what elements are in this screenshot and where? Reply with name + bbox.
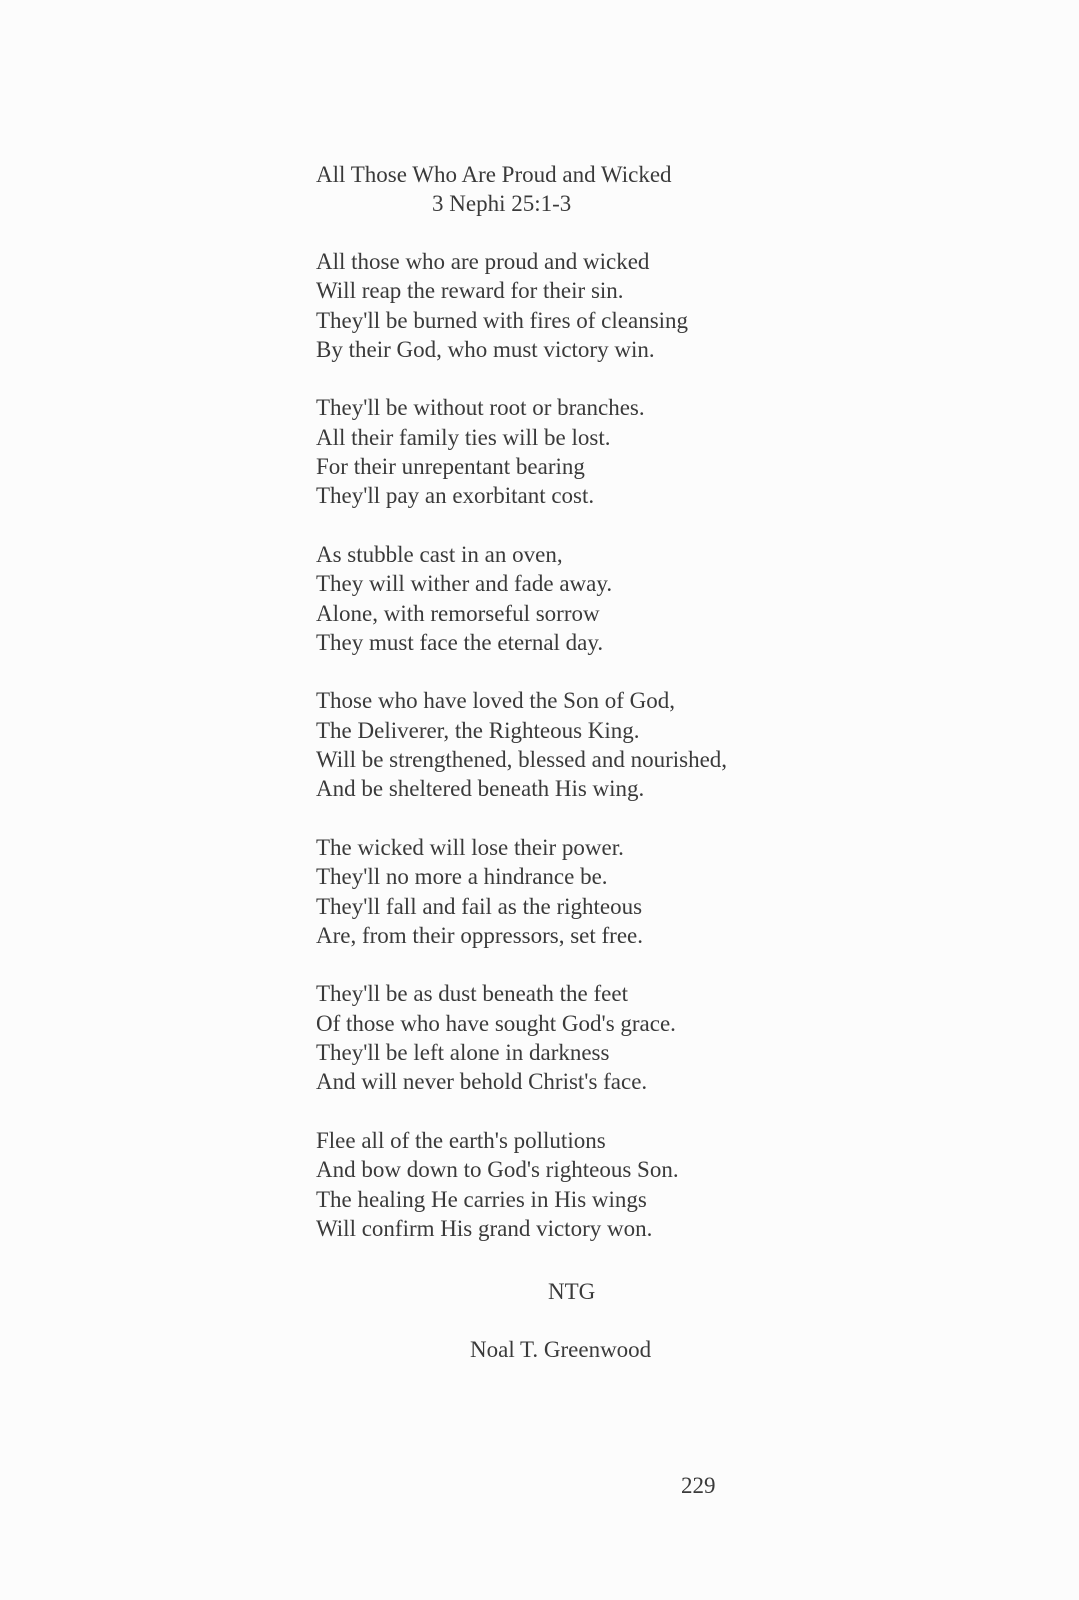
scripture-reference: 3 Nephi 25:1-3 xyxy=(432,191,572,216)
poem-line: By their God, who must victory win. xyxy=(316,336,655,362)
stanza xyxy=(316,686,836,803)
poem-line: They'll no more a hindrance be. xyxy=(316,864,608,890)
stanza xyxy=(316,1126,836,1243)
poem-line: They'll be without root or branches. xyxy=(316,395,645,421)
poem-title: All Those Who Are Proud and Wicked xyxy=(316,162,672,187)
poem-line: Alone, with remorseful sorrow xyxy=(316,600,600,626)
poem-line: Will reap the reward for their sin. xyxy=(316,278,624,304)
poem-line: The Deliverer, the Righteous King. xyxy=(316,717,640,743)
poem-line: The healing He carries in His wings xyxy=(316,1186,647,1212)
stanza xyxy=(316,247,836,364)
poem-line: For their unrepentant bearing xyxy=(316,454,585,480)
poem-line: They must face the eternal day. xyxy=(316,629,604,655)
poem-line: They'll be as dust beneath the feet xyxy=(316,981,628,1007)
page-number: 229 xyxy=(681,1473,716,1498)
poem-line: They'll pay an exorbitant cost. xyxy=(316,483,595,509)
poem-line: Will confirm His grand victory won. xyxy=(316,1215,653,1241)
poem-line: The wicked will lose their power. xyxy=(316,834,624,860)
stanza xyxy=(316,393,836,510)
poem-line: Will be strengthened, blessed and nourished, xyxy=(316,747,728,773)
poem-line: They'll be burned with fires of cleansing xyxy=(316,307,689,333)
author-name: Noal T. Greenwood xyxy=(470,1337,652,1362)
poem-line: Are, from their oppressors, set free. xyxy=(316,922,643,948)
poem-line: Those who have loved the Son of God, xyxy=(316,688,675,714)
poem-line: Of those who have sought God's grace. xyxy=(316,1010,676,1036)
poem-line: All their family ties will be lost. xyxy=(316,424,611,450)
stanza xyxy=(316,540,836,657)
poem-line: And will never behold Christ's face. xyxy=(316,1069,648,1095)
author-initials: NTG xyxy=(548,1279,596,1304)
stanza xyxy=(316,833,836,950)
poem-line: And be sheltered beneath His wing. xyxy=(316,776,645,802)
poem-line: All those who are proud and wicked xyxy=(316,249,650,274)
poem-line: Flee all of the earth's pollutions xyxy=(316,1127,606,1153)
poem-line: They'll fall and fail as the righteous xyxy=(316,893,643,919)
poem-body xyxy=(316,247,836,1272)
poem-line: And bow down to God's righteous Son. xyxy=(316,1157,679,1183)
poem-line: They'll be left alone in darkness xyxy=(316,1040,610,1066)
stanza xyxy=(316,979,836,1096)
poem-line: They will wither and fade away. xyxy=(316,571,613,597)
poem-line: As stubble cast in an oven, xyxy=(316,541,563,567)
